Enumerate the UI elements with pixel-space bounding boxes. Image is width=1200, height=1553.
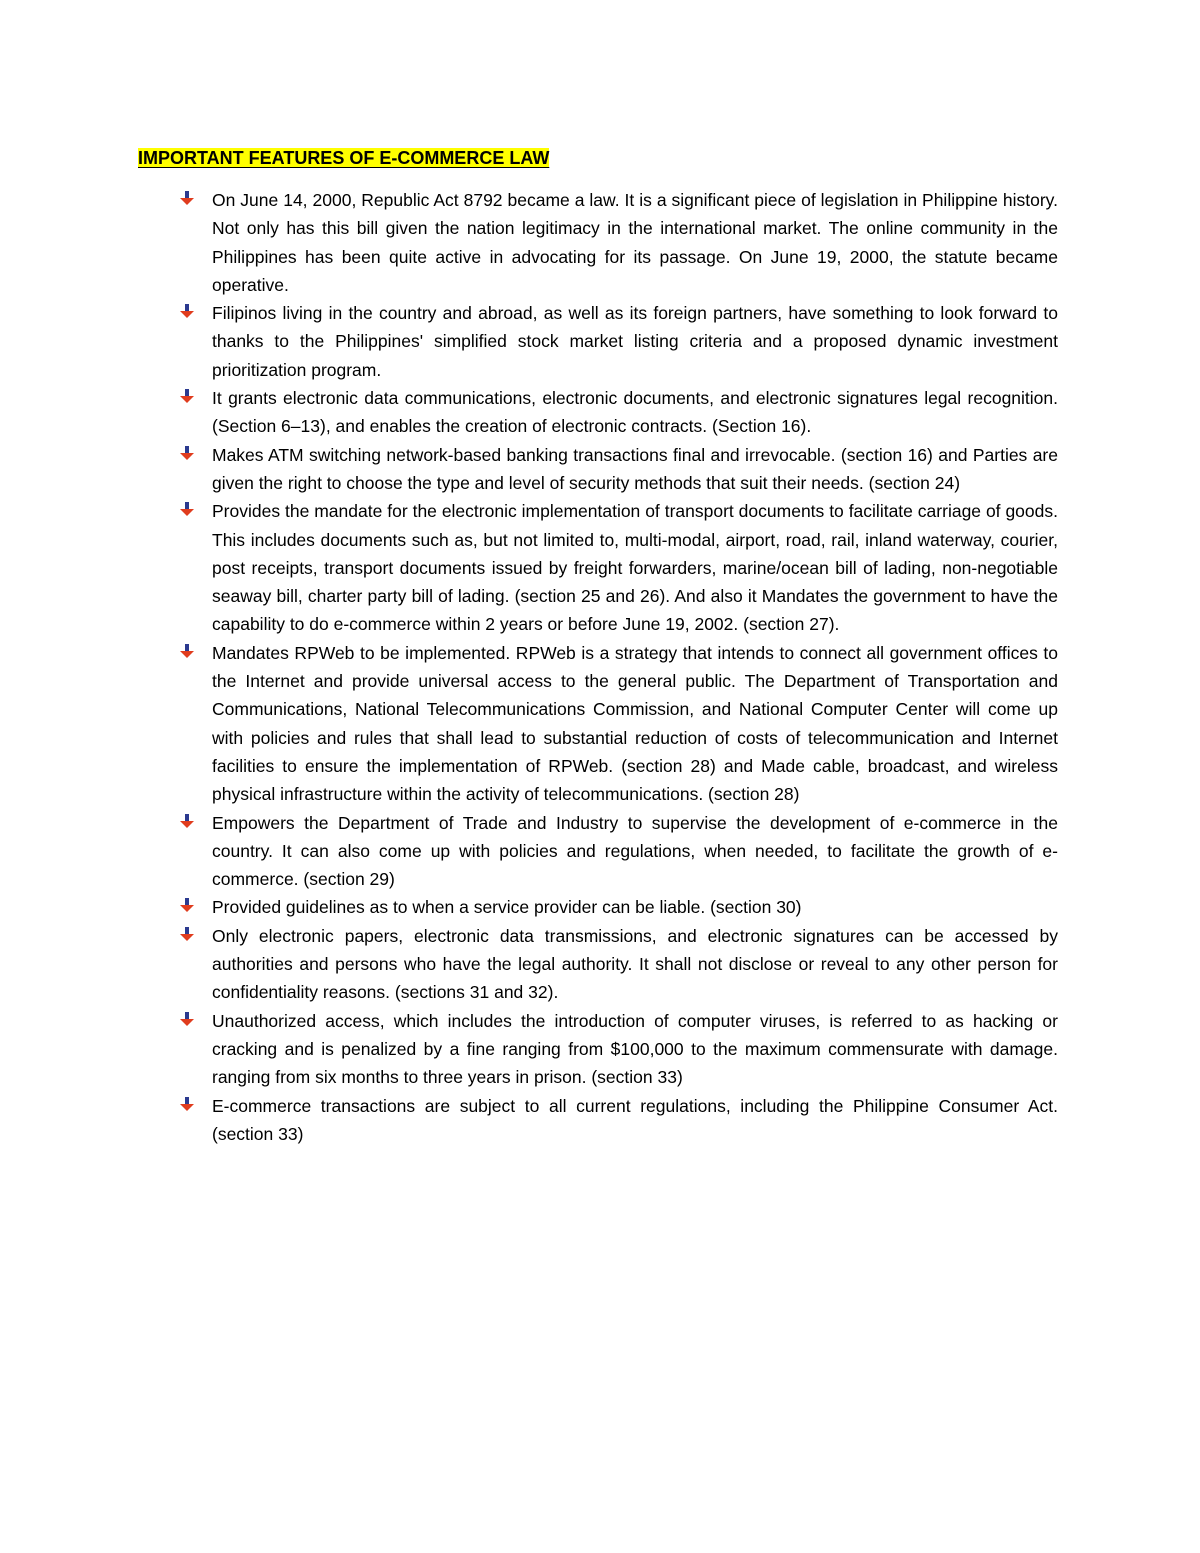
feature-item xyxy=(138,893,1058,921)
feature-text: Makes ATM switching network-based banking transactions final and irrevocable. (section 16) and Parties are given the right to choose the type and level of security methods that suit their needs. (section 24) xyxy=(212,444,1058,493)
feature-item xyxy=(138,497,1058,638)
down-arrow-bullet-icon xyxy=(180,191,194,206)
down-arrow-bullet-icon xyxy=(180,1097,194,1112)
feature-item xyxy=(138,922,1058,1007)
down-arrow-bullet-icon xyxy=(180,927,194,942)
feature-item xyxy=(138,1092,1058,1149)
feature-item xyxy=(138,1007,1058,1092)
feature-item xyxy=(138,384,1058,441)
down-arrow-bullet-icon xyxy=(180,898,194,913)
feature-text: It grants electronic data communications, electronic documents, and electronic signatures legal recognition. (Section 6–13), and enables the creation of electronic contracts. (Section 16). xyxy=(212,388,1058,437)
feature-text: Unauthorized access, which includes the introduction of computer viruses, is referred to as hacking or cracking and is penalized by a fine ranging from $100,000 to the maximum commensurate with damage. ranging from six months to three years in prison. (section 33) xyxy=(212,1010,1058,1088)
feature-text: Mandates RPWeb to be implemented. RPWeb is a strategy that intends to connect all government offices to the Internet and provide universal access to the general public. The Department of Transportation and Communications, National Telecommunications Commission, and National Computer Center will come up with policies and rules that shall lead to substantial reduction of costs of telecommunication and Internet facilities to ensure the implementation of RPWeb. (section 28) and Made cable, broadcast, and wireless physical infrastructure within the activity of telecommunications. (section 28) xyxy=(212,642,1058,805)
feature-item xyxy=(138,299,1058,384)
feature-text: Provided guidelines as to when a service provider can be liable. (section 30) xyxy=(212,897,802,918)
feature-item xyxy=(138,809,1058,894)
feature-text: Provides the mandate for the electronic implementation of transport documents to facilitate carriage of goods. This includes documents such as, but not limited to, multi-modal, airport, road, rail, inland waterway, courier, post receipts, transport documents issued by freight forwarders, marine/ocean bill of lading, non-negotiable seaway bill, charter party bill of lading. (section 25 and 26). And also it Mandates the government to have the capability to do e-commerce within 2 years or before June 19, 2002. (section 27). xyxy=(212,501,1058,635)
feature-text: Only electronic papers, electronic data transmissions, and electronic signatures can be accessed by authorities and persons who have the legal authority. It shall not disclose or reveal to any other person for confidentiality reasons. (sections 31 and 32). xyxy=(212,925,1058,1003)
down-arrow-bullet-icon xyxy=(180,304,194,319)
down-arrow-bullet-icon xyxy=(180,1012,194,1027)
down-arrow-bullet-icon xyxy=(180,502,194,517)
feature-item xyxy=(138,441,1058,498)
feature-text: On June 14, 2000, Republic Act 8792 became a law. It is a significant piece of legislation in Philippine history. Not only has this bill given the nation legitimacy in the international market. The online community in the Philippines has been quite active in advocating for its passage. On June 19, 2000, the statute became operative. xyxy=(212,190,1058,295)
heading-text: IMPORTANT FEATURES OF E-COMMERCE LAW xyxy=(138,148,550,168)
down-arrow-bullet-icon xyxy=(180,389,194,404)
feature-text: Filipinos living in the country and abroad, as well as its foreign partners, have something to look forward to thanks to the Philippines' simplified stock market listing criteria and a proposed dynamic investment prioritization program. xyxy=(212,303,1058,380)
feature-text: Empowers the Department of Trade and Industry to supervise the development of e-commerce in the country. It can also come up with policies and regulations, when needed, to facilitate the growth of e-commerce. (section 29) xyxy=(212,812,1058,890)
feature-item xyxy=(138,186,1058,299)
features-list xyxy=(138,186,1058,1148)
down-arrow-bullet-icon xyxy=(180,644,194,659)
document-heading xyxy=(138,144,549,172)
down-arrow-bullet-icon xyxy=(180,446,194,461)
feature-text: E-commerce transactions are subject to all current regulations, including the Philippine Consumer Act. (section 33) xyxy=(212,1095,1058,1144)
down-arrow-bullet-icon xyxy=(180,814,194,829)
feature-item xyxy=(138,639,1058,809)
